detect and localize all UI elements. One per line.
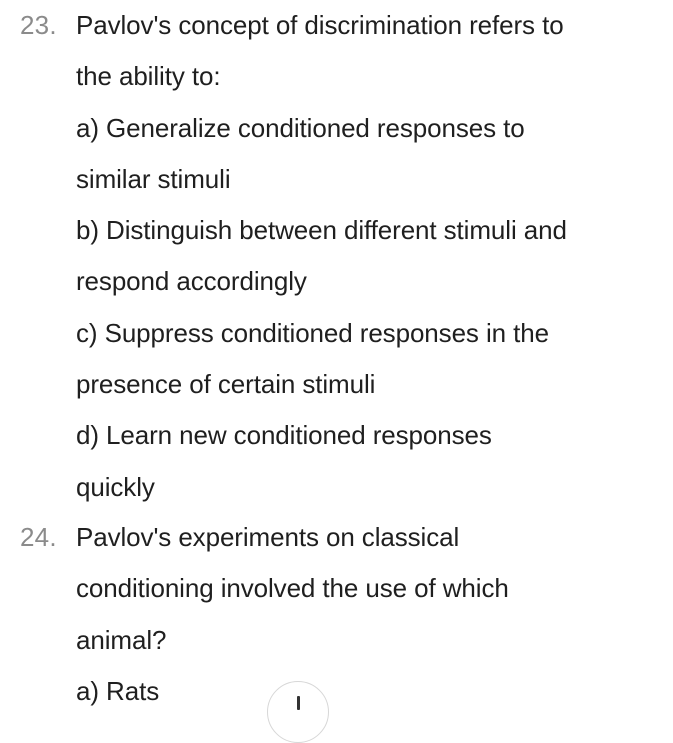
question-stem-line: Pavlov's experiments on classical xyxy=(76,522,460,552)
question-stem-line: Pavlov's concept of discrimination refers to xyxy=(76,10,564,40)
question-stem-line: conditioning involved the use of which xyxy=(76,573,509,604)
option-c-line: c) Suppress conditioned responses in the xyxy=(76,317,549,348)
option-d-line: d) Learn new conditioned responses xyxy=(76,420,492,451)
scroll-down-button[interactable] xyxy=(267,681,329,743)
option-a-line: similar stimuli xyxy=(76,163,231,194)
question-number: 23. xyxy=(20,10,57,40)
option-a-line: a) Rats xyxy=(76,675,160,706)
question-stem-line: animal? xyxy=(76,624,167,655)
option-c-line: presence of certain stimuli xyxy=(76,369,376,400)
question-number: 24. xyxy=(20,522,57,552)
question-text xyxy=(76,0,656,513)
option-a-line: a) Generalize conditioned responses to xyxy=(76,112,525,143)
question-text xyxy=(76,512,656,717)
option-d-line: quickly xyxy=(76,471,155,502)
option-b-line: b) Distinguish between different stimuli and xyxy=(76,215,567,246)
option-b-line: respond accordingly xyxy=(76,266,307,297)
question-stem-line: the ability to: xyxy=(76,61,221,92)
